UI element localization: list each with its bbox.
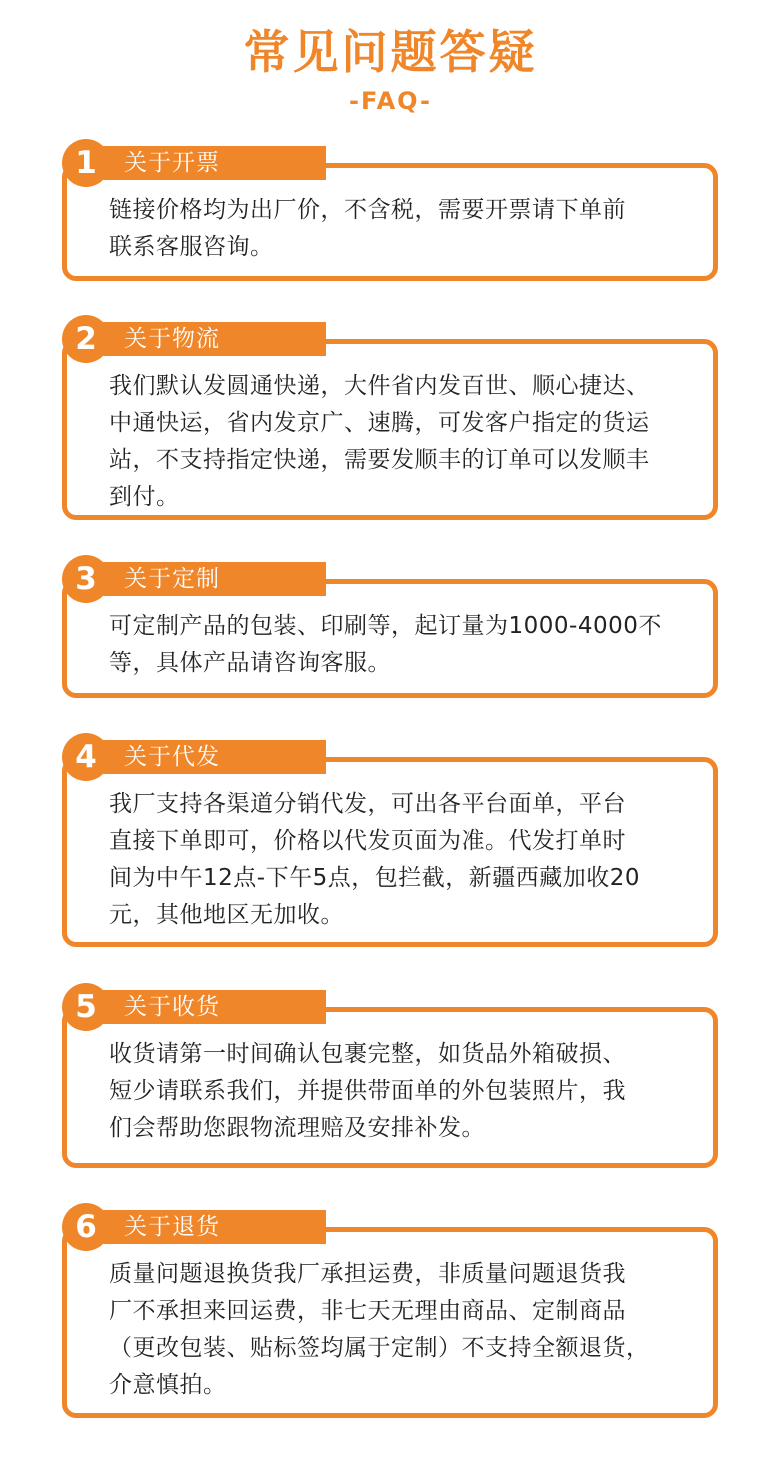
faq-answer-box: [62, 757, 718, 947]
faq-heading: 关于开票: [124, 150, 220, 176]
faq-answer-text: 可定制产品的包装、印刷等，起订量为1000-4000不 等，具体产品请咨询客服。: [109, 613, 662, 676]
faq-answer-box: [62, 1007, 718, 1168]
faq-answer-text: 我们默认发圆通快递，大件省内发百世、顺心捷达、 中通快运，省内发京广、速腾，可发客户指定的货运 站，不支持指定快递，需要发顺丰的订单可以发顺丰 到付。: [109, 373, 650, 510]
faq-answer-box: [62, 163, 718, 281]
faq-heading: 关于物流: [124, 326, 220, 352]
number-badge: 1: [62, 139, 110, 187]
faq-item-dropshipping: [62, 733, 718, 947]
number-badge: 6: [62, 1203, 110, 1251]
number-badge: 4: [62, 733, 110, 781]
number-badge: 3: [62, 555, 110, 603]
faq-item-returns: [62, 1203, 718, 1418]
faq-answer-text: 收货请第一时间确认包裹完整，如货品外箱破损、 短少请联系我们，并提供带面单的外包装照片，我 们会帮助您跟物流理赔及安排补发。: [109, 1041, 626, 1141]
number-badge: 5: [62, 983, 110, 1031]
faq-header: [0, 22, 781, 116]
faq-answer-text: 我厂支持各渠道分销代发，可出各平台面单，平台 直接下单即可，价格以代发页面为准。代发打单时 间为中午12点-下午5点，包拦截，新疆西藏加收20 元，其他地区无加收。: [109, 791, 640, 928]
faq-item-invoice: [62, 139, 718, 281]
faq-heading: 关于定制: [124, 566, 220, 592]
faq-answer-text: 链接价格均为出厂价，不含税，需要开票请下单前 联系客服咨询。: [109, 197, 626, 260]
page-title: 常见问题答疑: [243, 25, 538, 79]
faq-answer-box: [62, 579, 718, 698]
faq-item-receiving: [62, 983, 718, 1168]
page-subtitle: -FAQ-: [349, 87, 432, 115]
faq-answer-text: 质量问题退换货我厂承担运费，非质量问题退货我 厂不承担来回运费，非七天无理由商品、定制商品 （更改包装、贴标签均属于定制）不支持全额退货， 介意慎拍。: [109, 1261, 650, 1398]
faq-item-logistics: [62, 315, 718, 520]
faq-heading: 关于收货: [124, 994, 220, 1020]
faq-heading: 关于退货: [124, 1214, 220, 1240]
number-badge: 2: [62, 315, 110, 363]
faq-item-customization: [62, 555, 718, 698]
faq-answer-box: [62, 339, 718, 520]
faq-answer-box: [62, 1227, 718, 1418]
faq-heading: 关于代发: [124, 744, 220, 770]
